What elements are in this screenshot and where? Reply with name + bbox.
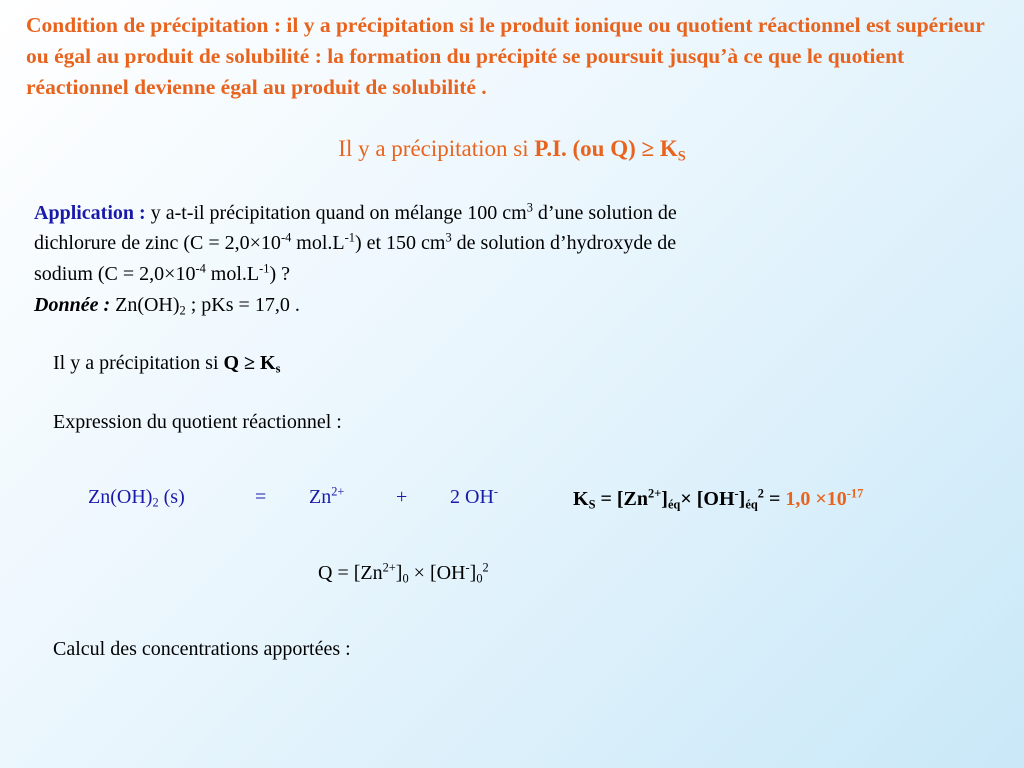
equation-plus: + — [396, 486, 408, 508]
q-hydroxide-charge: - — [465, 560, 470, 575]
application-text: mol.L — [205, 263, 260, 285]
application-line-2 — [34, 232, 676, 255]
equation-reactant — [88, 486, 185, 509]
q-zinc: Q = [Zn — [318, 562, 383, 584]
donnee-label: Donnée : — [34, 294, 111, 316]
hydroxide-ion: 2 OH — [450, 486, 494, 508]
reactant-formula: Zn(OH) — [88, 486, 153, 508]
donnee-line — [34, 294, 300, 317]
exponent: 3 — [445, 230, 452, 245]
application-text: mol.L — [291, 232, 345, 254]
ks-value-exponent: -17 — [846, 486, 864, 501]
rule-ks-sub: S — [677, 148, 686, 165]
donnee-formula: Zn(OH) — [110, 294, 180, 316]
application-text: d’une solution de — [532, 202, 677, 224]
ks-equals: = — [595, 488, 617, 510]
application-text: ) ? — [269, 263, 291, 285]
hydroxide-charge: - — [493, 484, 499, 499]
ks-expression — [573, 488, 863, 511]
ks-eq-subscript: éq — [667, 497, 681, 512]
rule-condition: P.I. (ou Q) ≥ K — [534, 136, 678, 161]
precipitation-condition-q — [53, 352, 280, 375]
ks-hydroxide-charge: - — [734, 486, 739, 501]
q-zinc-charge: 2+ — [382, 560, 396, 575]
q-bracket: ] — [395, 562, 403, 584]
application-text: ) et 150 cm — [354, 232, 446, 254]
expression-heading: Expression du quotient réactionnel : — [53, 411, 342, 433]
equation-product-hydroxide — [450, 486, 498, 509]
precip-condition: Q ≥ K — [223, 352, 276, 374]
application-text: de solution d’hydroxyde de — [451, 232, 677, 254]
ks-bracket: ] — [738, 488, 746, 510]
ks-value-mantissa: 1,0 ×10 — [785, 488, 847, 510]
reactant-subscript: 2 — [152, 495, 159, 510]
exponent: -1 — [259, 261, 270, 276]
ks-value — [785, 488, 863, 510]
ks-square: 2 — [757, 486, 764, 501]
ks-zinc: [Zn — [616, 488, 648, 510]
ks-symbol: K — [573, 488, 589, 510]
ks-bracket: ] — [661, 488, 668, 510]
ks-subscript: S — [588, 497, 596, 512]
q-hydroxide: × [OH — [408, 562, 466, 584]
q-initial-sub: 0 — [476, 571, 483, 586]
application-text: sodium (C = 2,0×10 — [34, 263, 196, 285]
rule-prefix: Il y a précipitation si — [338, 136, 535, 161]
precipitation-rule — [0, 136, 1024, 165]
q-initial-sub: 0 — [402, 571, 409, 586]
exponent: -1 — [344, 230, 355, 245]
donnee-pks: ; pKs = 17,0 . — [185, 294, 300, 316]
exponent: -4 — [195, 261, 206, 276]
equation-equals: = — [255, 486, 267, 508]
ks-hydroxide: [OH — [696, 488, 735, 510]
q-bracket: ] — [469, 562, 477, 584]
ks-eq-subscript: éq — [745, 497, 758, 512]
application-label: Application : — [34, 202, 146, 224]
zinc-charge: 2+ — [331, 484, 345, 499]
precip-prefix: Il y a précipitation si — [53, 352, 224, 374]
q-square: 2 — [482, 560, 489, 575]
condition-paragraph: Condition de précipitation : il y a précipitation si le produit ionique ou quotient réactionnel est supérieur ou égal au produit de solubilité : la formation du précipité se poursuit jusqu’à ce que le quotient réactionnel devienne égal au produit de solubilité . — [26, 13, 985, 99]
reactant-state: (s) — [158, 486, 185, 508]
calc-heading: Calcul des concentrations apportées : — [53, 638, 351, 660]
equation-product-zinc — [309, 486, 344, 509]
ks-zinc-charge: 2+ — [648, 486, 662, 501]
formula-subscript: 2 — [179, 303, 186, 318]
application-text: dichlorure de zinc (C = 2,0×10 — [34, 232, 281, 254]
ks-times: × — [680, 488, 697, 510]
zinc-ion: Zn — [309, 486, 332, 508]
application-line-1 — [34, 202, 677, 225]
application-line-3 — [34, 263, 290, 286]
exponent: -4 — [280, 230, 292, 245]
ks-equals: = — [763, 488, 786, 510]
exponent: 3 — [526, 200, 533, 215]
precip-sub: s — [275, 361, 281, 376]
q-expression — [318, 562, 489, 585]
application-text: y a-t-il précipitation quand on mélange 100 cm — [145, 202, 527, 224]
